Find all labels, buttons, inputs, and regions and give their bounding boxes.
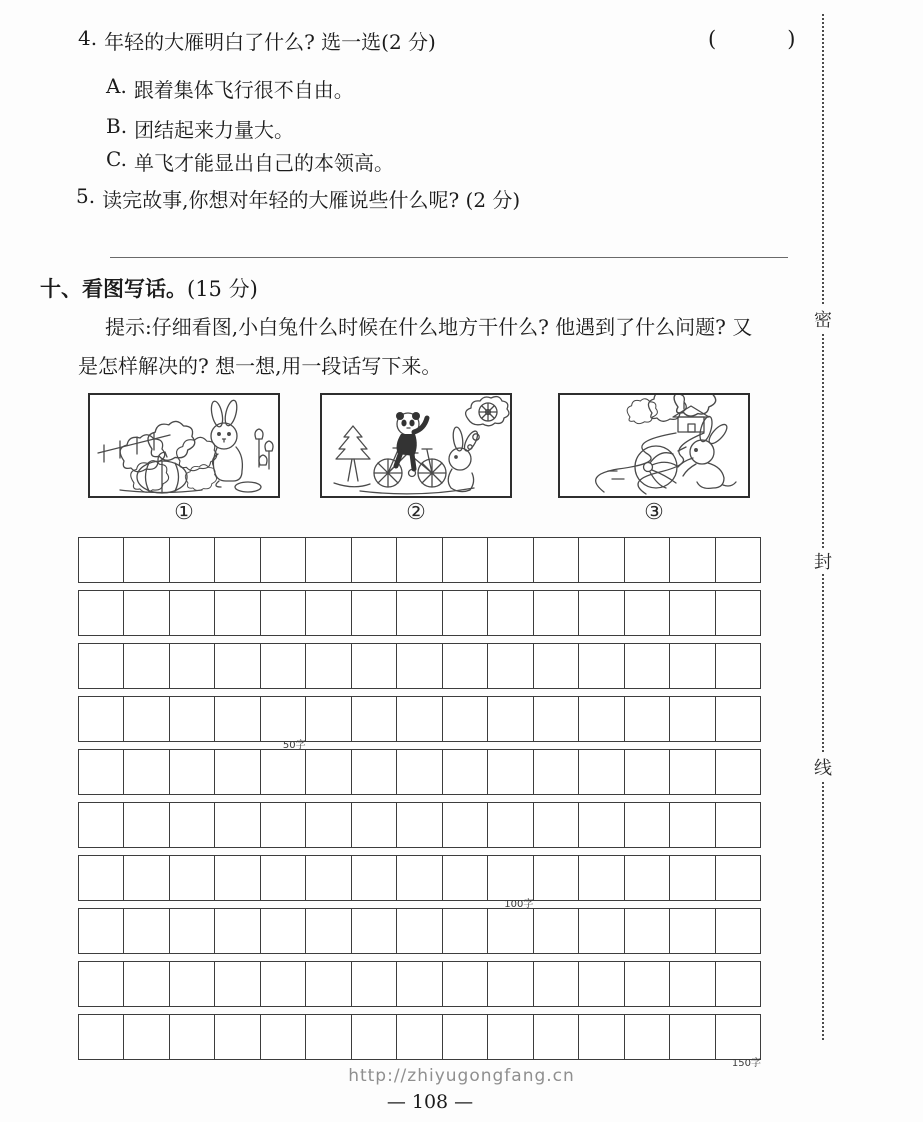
picture-3 bbox=[558, 393, 750, 498]
grid-cell bbox=[534, 591, 579, 635]
grid-cell bbox=[625, 591, 670, 635]
section-number: 十、 bbox=[40, 276, 82, 301]
grid-cell bbox=[261, 962, 306, 1006]
grid-cell bbox=[261, 803, 306, 847]
footer-url: http://zhiyugongfang.cn bbox=[348, 1066, 575, 1086]
grid-cell bbox=[670, 750, 715, 794]
question-5-text: 读完故事,你想对年轻的大雁说些什么呢? (2 分) bbox=[102, 188, 521, 212]
grid-cell bbox=[716, 591, 760, 635]
grid-cell bbox=[124, 538, 169, 582]
grid-cell bbox=[306, 644, 351, 688]
grid-cell bbox=[124, 856, 169, 900]
word-count-marker: 50字 bbox=[282, 740, 306, 751]
grid-cell bbox=[124, 591, 169, 635]
grid-cell bbox=[79, 1015, 124, 1059]
word-count-marker: 150字 bbox=[731, 1058, 761, 1069]
grid-cell bbox=[306, 697, 351, 741]
grid-cell bbox=[534, 909, 579, 953]
grid-cell bbox=[443, 803, 488, 847]
grid-cell bbox=[124, 750, 169, 794]
grid-cell bbox=[534, 803, 579, 847]
picture-2-illustration bbox=[322, 395, 510, 496]
grid-cell bbox=[397, 538, 442, 582]
grid-cell bbox=[716, 644, 760, 688]
grid-cell bbox=[716, 856, 760, 900]
grid-cell bbox=[79, 856, 124, 900]
picture-2-caption: ② bbox=[406, 500, 426, 525]
grid-cell bbox=[579, 962, 624, 1006]
grid-cell bbox=[79, 644, 124, 688]
grid-cell bbox=[488, 750, 533, 794]
picture-3-caption: ③ bbox=[644, 500, 664, 525]
grid-row bbox=[78, 855, 761, 901]
grid-cell bbox=[261, 591, 306, 635]
grid-cell bbox=[670, 1015, 715, 1059]
picture-1-illustration bbox=[90, 395, 278, 496]
grid-cell bbox=[170, 750, 215, 794]
grid-cell bbox=[397, 591, 442, 635]
grid-cell bbox=[79, 803, 124, 847]
grid-cell bbox=[261, 856, 306, 900]
grid-cell bbox=[443, 1015, 488, 1059]
question-4 bbox=[78, 26, 436, 55]
question-4-answer-blank: ( ) bbox=[708, 27, 798, 51]
grid-cell bbox=[79, 591, 124, 635]
grid-row bbox=[78, 590, 761, 636]
grid-cell bbox=[625, 962, 670, 1006]
grid-cell bbox=[716, 750, 760, 794]
grid-cell bbox=[443, 644, 488, 688]
grid-cell bbox=[352, 1015, 397, 1059]
grid-cell bbox=[306, 750, 351, 794]
grid-cell bbox=[670, 803, 715, 847]
grid-cell bbox=[625, 909, 670, 953]
grid-cell bbox=[124, 644, 169, 688]
grid-row bbox=[78, 1014, 761, 1060]
grid-cell bbox=[261, 538, 306, 582]
grid-cell bbox=[579, 591, 624, 635]
question-5-number: 5. bbox=[76, 184, 96, 208]
grid-cell bbox=[397, 1015, 442, 1059]
section-title: 看图写话。 bbox=[82, 276, 187, 301]
page-number: — 108 — bbox=[386, 1091, 474, 1113]
grid-cell bbox=[534, 697, 579, 741]
grid-cell bbox=[215, 644, 260, 688]
grid-cell bbox=[579, 644, 624, 688]
seal-char-xian: 线 bbox=[812, 754, 834, 780]
grid-row bbox=[78, 537, 761, 583]
grid-cell bbox=[170, 697, 215, 741]
grid-cell bbox=[716, 909, 760, 953]
question-4-number: 4. bbox=[78, 26, 98, 50]
grid-cell bbox=[261, 909, 306, 953]
grid-cell bbox=[397, 750, 442, 794]
grid-row bbox=[78, 643, 761, 689]
grid-cell bbox=[215, 856, 260, 900]
writing-hint bbox=[78, 308, 762, 386]
grid-cell bbox=[670, 962, 715, 1006]
grid-cell bbox=[534, 1015, 579, 1059]
grid-cell bbox=[488, 856, 533, 900]
grid-cell bbox=[488, 644, 533, 688]
grid-cell bbox=[352, 962, 397, 1006]
grid-cell bbox=[716, 538, 760, 582]
grid-cell bbox=[443, 697, 488, 741]
grid-cell bbox=[306, 803, 351, 847]
option-b-label: B. bbox=[106, 114, 128, 138]
grid-cell bbox=[625, 697, 670, 741]
grid-cell bbox=[215, 750, 260, 794]
picture-3-illustration bbox=[560, 395, 748, 496]
grid-cell bbox=[488, 538, 533, 582]
grid-cell bbox=[215, 538, 260, 582]
grid-cell bbox=[579, 1015, 624, 1059]
option-b-text: 团结起来力量大。 bbox=[134, 118, 295, 142]
grid-cell bbox=[124, 909, 169, 953]
grid-cell bbox=[670, 697, 715, 741]
seal-char-feng: 封 bbox=[812, 548, 834, 574]
grid-cell bbox=[215, 962, 260, 1006]
grid-cell bbox=[215, 909, 260, 953]
grid-cell bbox=[352, 856, 397, 900]
question-5 bbox=[76, 184, 520, 213]
grid-cell bbox=[170, 909, 215, 953]
grid-cell bbox=[170, 591, 215, 635]
grid-cell bbox=[625, 856, 670, 900]
grid-cell bbox=[625, 750, 670, 794]
grid-cell bbox=[397, 697, 442, 741]
grid-cell bbox=[443, 750, 488, 794]
grid-cell bbox=[352, 803, 397, 847]
grid-cell bbox=[170, 803, 215, 847]
grid-cell bbox=[170, 644, 215, 688]
option-c-text: 单飞才能显出自己的本领高。 bbox=[133, 151, 394, 175]
grid-cell bbox=[670, 909, 715, 953]
grid-cell bbox=[397, 856, 442, 900]
grid-cell bbox=[352, 591, 397, 635]
grid-cell bbox=[488, 697, 533, 741]
grid-cell bbox=[261, 697, 306, 741]
grid-cell bbox=[625, 644, 670, 688]
grid-cell bbox=[306, 856, 351, 900]
grid-cell bbox=[79, 750, 124, 794]
section-ten-heading bbox=[40, 273, 258, 303]
grid-cell bbox=[352, 909, 397, 953]
grid-cell bbox=[443, 909, 488, 953]
section-score: (15 分) bbox=[187, 277, 258, 301]
grid-row bbox=[78, 749, 761, 795]
grid-cell bbox=[625, 803, 670, 847]
grid-cell bbox=[352, 644, 397, 688]
grid-cell bbox=[397, 644, 442, 688]
question-4-option-a bbox=[106, 74, 354, 103]
grid-cell bbox=[579, 697, 624, 741]
hint-label: 提示: bbox=[105, 315, 152, 339]
word-count-marker: 100字 bbox=[504, 899, 534, 910]
grid-cell bbox=[79, 697, 124, 741]
grid-cell bbox=[670, 644, 715, 688]
grid-cell bbox=[716, 803, 760, 847]
question-4-option-b bbox=[106, 114, 294, 143]
grid-cell bbox=[170, 962, 215, 1006]
grid-cell bbox=[124, 697, 169, 741]
grid-cell bbox=[170, 538, 215, 582]
grid-cell bbox=[261, 1015, 306, 1059]
grid-cell bbox=[579, 538, 624, 582]
grid-cell bbox=[670, 856, 715, 900]
grid-cell bbox=[443, 856, 488, 900]
grid-cell bbox=[397, 909, 442, 953]
grid-cell bbox=[215, 803, 260, 847]
question-4-option-c bbox=[106, 147, 394, 176]
grid-cell bbox=[579, 856, 624, 900]
grid-cell bbox=[306, 538, 351, 582]
grid-cell bbox=[124, 803, 169, 847]
grid-cell bbox=[670, 591, 715, 635]
picture-1 bbox=[88, 393, 280, 498]
grid-row bbox=[78, 696, 761, 742]
grid-cell bbox=[79, 909, 124, 953]
grid-cell bbox=[579, 909, 624, 953]
grid-cell bbox=[306, 1015, 351, 1059]
grid-cell bbox=[534, 750, 579, 794]
grid-row bbox=[78, 961, 761, 1007]
grid-cell bbox=[625, 538, 670, 582]
option-a-label: A. bbox=[106, 74, 127, 98]
grid-cell bbox=[625, 1015, 670, 1059]
grid-cell bbox=[306, 909, 351, 953]
grid-cell bbox=[488, 962, 533, 1006]
grid-cell bbox=[670, 538, 715, 582]
grid-cell bbox=[534, 962, 579, 1006]
grid-cell bbox=[397, 962, 442, 1006]
grid-cell bbox=[579, 803, 624, 847]
grid-cell bbox=[488, 803, 533, 847]
grid-cell bbox=[215, 591, 260, 635]
grid-cell bbox=[261, 644, 306, 688]
grid-cell bbox=[261, 750, 306, 794]
grid-cell bbox=[124, 1015, 169, 1059]
grid-cell bbox=[534, 644, 579, 688]
grid-cell bbox=[716, 1015, 760, 1059]
grid-row bbox=[78, 908, 761, 954]
hint-text: 仔细看图,小白兔什么时候在什么地方干什么? 他遇到了什么问题? 又是怎样解决的? 想一想,用一段话写下来。 bbox=[78, 315, 753, 378]
grid-cell bbox=[716, 962, 760, 1006]
grid-cell bbox=[352, 697, 397, 741]
grid-cell bbox=[397, 803, 442, 847]
section-divider bbox=[110, 257, 788, 258]
grid-cell bbox=[124, 962, 169, 1006]
option-a-text: 跟着集体飞行很不自由。 bbox=[133, 78, 354, 102]
grid-cell bbox=[306, 591, 351, 635]
grid-cell bbox=[534, 856, 579, 900]
grid-cell bbox=[534, 538, 579, 582]
writing-grid bbox=[78, 537, 761, 1069]
picture-2 bbox=[320, 393, 512, 498]
seal-dashed-line bbox=[822, 14, 824, 1040]
grid-cell bbox=[79, 538, 124, 582]
grid-cell bbox=[306, 962, 351, 1006]
picture-1-caption: ① bbox=[174, 500, 194, 525]
grid-cell bbox=[215, 1015, 260, 1059]
grid-cell bbox=[488, 909, 533, 953]
grid-cell bbox=[170, 1015, 215, 1059]
grid-cell bbox=[215, 697, 260, 741]
grid-cell bbox=[352, 538, 397, 582]
grid-row bbox=[78, 802, 761, 848]
grid-cell bbox=[443, 538, 488, 582]
grid-cell bbox=[443, 591, 488, 635]
question-4-text: 年轻的大雁明白了什么? 选一选(2 分) bbox=[104, 30, 436, 54]
seal-char-mi: 密 bbox=[812, 306, 834, 332]
grid-cell bbox=[488, 1015, 533, 1059]
option-c-label: C. bbox=[106, 147, 127, 171]
grid-cell bbox=[716, 697, 760, 741]
grid-cell bbox=[79, 962, 124, 1006]
grid-cell bbox=[579, 750, 624, 794]
grid-cell bbox=[352, 750, 397, 794]
grid-cell bbox=[170, 856, 215, 900]
grid-cell bbox=[443, 962, 488, 1006]
grid-cell bbox=[488, 591, 533, 635]
